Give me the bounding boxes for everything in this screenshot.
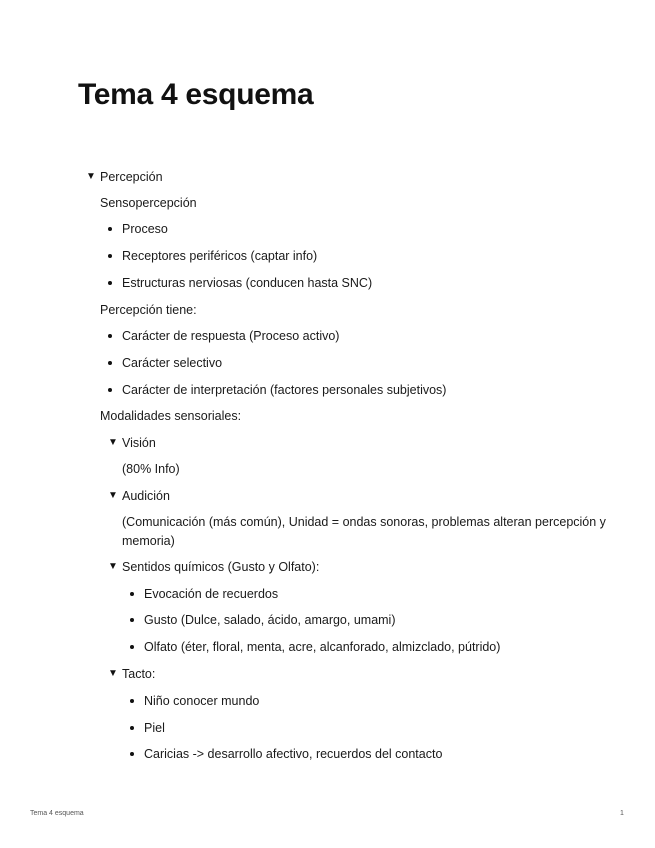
list-item: Receptores periféricos (captar info) (100, 247, 606, 265)
triangle-down-icon[interactable]: ▼ (108, 437, 118, 448)
bullet-dot (130, 699, 134, 703)
heading-modalidades: Modalidades sensoriales: (100, 409, 242, 423)
triangle-down-icon[interactable]: ▼ (108, 561, 118, 572)
toggle-percepcion[interactable] (86, 168, 606, 186)
bullet-dot (130, 618, 134, 622)
list-item: Carácter de respuesta (Proceso activo) (100, 327, 606, 345)
toggle-vision[interactable] (100, 434, 606, 452)
list-item: Carácter de interpretación (factores personales subjetivos) (100, 381, 606, 399)
list-item: Proceso (100, 220, 606, 238)
document-content (86, 168, 606, 763)
vision-content (100, 460, 606, 478)
list-item: Carácter selectivo (100, 354, 606, 372)
toggle-audicion[interactable] (100, 487, 606, 505)
footer-doc-name: Tema 4 esquema (30, 810, 84, 817)
toggle-quimicos[interactable] (100, 558, 606, 576)
toggle-label-percepcion: Percepción (100, 170, 163, 184)
toggle-tacto[interactable] (100, 665, 606, 683)
audicion-text: (Comunicación (más común), Unidad = ondas sonoras, problemas alteran percepción y memoria) (122, 515, 606, 548)
bullet-dot (108, 254, 112, 258)
triangle-down-icon[interactable]: ▼ (86, 171, 96, 182)
list-item: Niño conocer mundo (122, 692, 606, 710)
vision-text: (80% Info) (122, 462, 180, 476)
toggle-label-audicion: Audición (122, 489, 170, 503)
list-percepcion-tiene (100, 327, 606, 399)
list-item: Caricias -> desarrollo afectivo, recuerdos del contacto (122, 745, 606, 763)
page-title: Tema 4 esquema (78, 78, 314, 111)
list-item: Gusto (Dulce, salado, ácido, amargo, umami) (122, 611, 606, 629)
audicion-content (100, 513, 606, 551)
list-item: Olfato (éter, floral, menta, acre, alcanforado, almizclado, pútrido) (122, 638, 606, 656)
toggle-label-vision: Visión (122, 436, 156, 450)
toggle-label-quimicos: Sentidos químicos (Gusto y Olfato): (122, 560, 320, 574)
bullet-dot (108, 281, 112, 285)
list-item: Estructuras nerviosas (conducen hasta SNC) (100, 274, 606, 292)
bullet-dot (130, 752, 134, 756)
bullet-dot (130, 645, 134, 649)
toggle-label-tacto: Tacto: (122, 667, 156, 681)
bullet-dot (130, 592, 134, 596)
triangle-down-icon[interactable]: ▼ (108, 668, 118, 679)
list-item: Evocación de recuerdos (122, 585, 606, 603)
list-quimicos (100, 585, 606, 656)
list-tacto (100, 692, 606, 763)
heading-sensopercepcion: Sensopercepción (100, 196, 197, 210)
percepcion-children (86, 194, 606, 763)
heading-percepcion-tiene: Percepción tiene: (100, 303, 197, 317)
bullet-dot (108, 388, 112, 392)
bullet-dot (108, 334, 112, 338)
list-sensopercepcion (100, 220, 606, 292)
bullet-dot (108, 361, 112, 365)
bullet-dot (108, 227, 112, 231)
bullet-dot (130, 726, 134, 730)
list-item: Piel (122, 719, 606, 737)
footer-page-number: 1 (620, 810, 624, 817)
triangle-down-icon[interactable]: ▼ (108, 490, 118, 501)
